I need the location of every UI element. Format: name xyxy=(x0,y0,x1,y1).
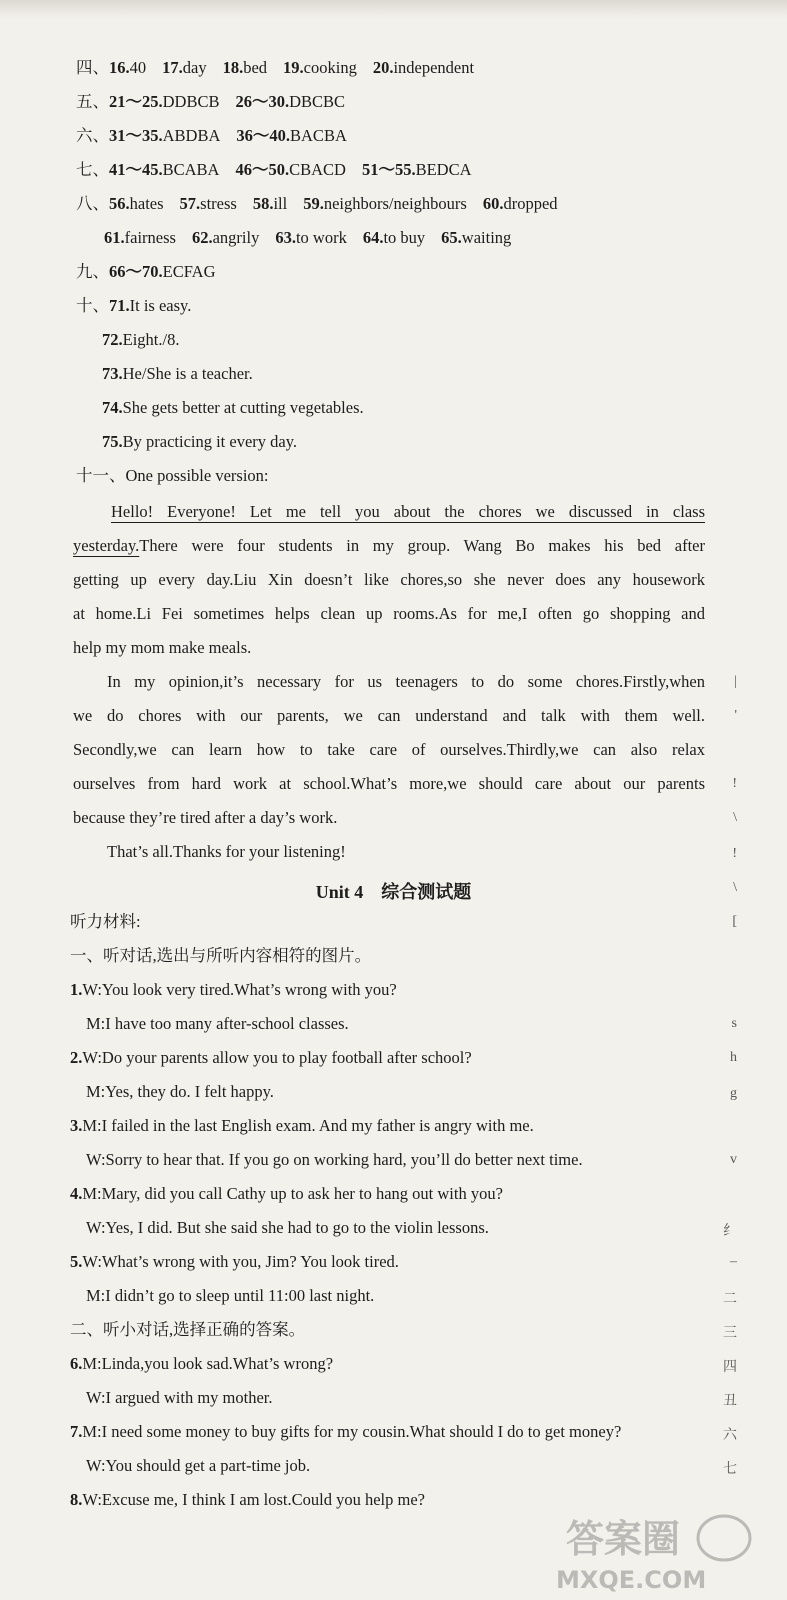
dialogue-4-line-a: 4.M:Mary, did you call Cathy up to ask her to hang out with you? xyxy=(70,1184,503,1203)
essay-line: getting up every day.Liu Xin doesn’t like chores,so she never does any housework xyxy=(73,570,705,589)
essay-line: help my mom make meals. xyxy=(73,638,252,657)
answer-row-8a: 八、56.hates 57.stress 58.ill 59.neighbors/neighbours 60.dropped xyxy=(76,194,558,213)
unit-title: Unit 4 综合测试题 xyxy=(315,882,472,902)
listening-part-2: 二、听小对话,选择正确的答案。 xyxy=(70,1320,306,1339)
margin-glyph: 四 xyxy=(723,1360,737,1375)
watermark-ring xyxy=(698,1516,750,1560)
watermark-title: 答案圈 xyxy=(566,1517,681,1561)
margin-glyph: 六 xyxy=(723,1428,737,1443)
dialogue-7-line-a: 7.M:I need some money to buy gifts for my cousin.What should I do to get money? xyxy=(70,1422,622,1441)
answer-row-8b: 61.fairness 62.angrily 63.to work 64.to buy 65.waiting xyxy=(104,228,512,247)
dialogue-1-line-b: M:I have too many after-school classes. xyxy=(86,1014,349,1033)
margin-glyph: | xyxy=(734,674,737,689)
essay-line: at home.Li Fei sometimes helps clean up rooms.As for me,I often go shopping and xyxy=(73,604,705,623)
margin-glyph: ! xyxy=(732,776,737,791)
dialogue-3-line-b: W:Sorry to hear that. If you go on working hard, you’ll do better next time. xyxy=(86,1150,583,1169)
essay-paragraph-1 xyxy=(73,495,705,665)
essay-paragraph-3: That’s all.Thanks for your listening! xyxy=(107,842,346,861)
dialogue-1-line-a: 1.W:You look very tired.What’s wrong with you? xyxy=(70,980,397,999)
margin-glyph: \ xyxy=(733,810,737,825)
essay-line: Hello! Everyone! Let me tell you about the chores we discussed in class xyxy=(111,502,705,521)
essay-line: In my opinion,it’s necessary for us teenagers to do some chores.Firstly,when xyxy=(107,672,705,691)
page-top-shadow xyxy=(0,0,787,18)
essay-line: we do chores with our parents, we can understand and talk with them well. xyxy=(73,706,705,725)
answer-row-11-label: 十一、One possible version: xyxy=(76,466,269,485)
dialogue-3-line-a: 3.M:I failed in the last English exam. And my father is angry with me. xyxy=(70,1116,534,1135)
answer-row-5: 五、21～25.DDBCB 26～30.DBCBC xyxy=(76,92,346,111)
essay-line: because they’re tired after a day’s work. xyxy=(73,808,338,827)
watermark-logo xyxy=(552,1512,767,1592)
listening-heading: 听力材料: xyxy=(70,912,141,931)
margin-glyph: 二 xyxy=(723,1292,737,1307)
margin-glyph: 三 xyxy=(723,1326,737,1341)
answer-row-4: 四、16.40 17.day 18.bed 19.cooking 20.independent xyxy=(76,58,475,77)
watermark-url: MXQE.COM xyxy=(556,1566,707,1592)
answer-71: 十、71.It is easy. xyxy=(76,296,192,315)
answer-row-6: 六、31～35.ABDBA 36～40.BACBA xyxy=(76,126,347,145)
margin-glyph: g xyxy=(730,1086,737,1101)
dialogue-4-line-b: W:Yes, I did. But she said she had to go to the violin lessons. xyxy=(86,1218,489,1237)
margin-glyph: s xyxy=(731,1016,737,1031)
margin-glyph: \ xyxy=(733,880,737,895)
dialogue-2-line-a: 2.W:Do your parents allow you to play football after school? xyxy=(70,1048,472,1067)
answer-row-9: 九、66～70.ECFAG xyxy=(76,262,216,281)
dialogue-5-line-a: 5.W:What’s wrong with you, Jim? You look tired. xyxy=(70,1252,399,1271)
watermark-graphic xyxy=(552,1512,767,1592)
answer-73: 73.He/She is a teacher. xyxy=(102,364,253,383)
listening-part-1: 一、听对话,选出与所听内容相符的图片。 xyxy=(70,946,372,965)
dialogue-6-line-a: 6.M:Linda,you look sad.What’s wrong? xyxy=(70,1354,334,1373)
answer-75: 75.By practicing it every day. xyxy=(102,432,298,451)
dialogue-2-line-b: M:Yes, they do. I felt happy. xyxy=(86,1082,274,1101)
essay-paragraph-2 xyxy=(73,665,705,835)
margin-glyph: 七 xyxy=(723,1462,737,1477)
dialogue-7-line-b: W:You should get a part-time job. xyxy=(86,1456,311,1475)
margin-glyph: h xyxy=(730,1050,737,1065)
margin-glyph: 纟 xyxy=(723,1224,737,1239)
answer-72: 72.Eight./8. xyxy=(102,330,180,349)
answer-row-7: 七、41～45.BCABA 46～50.CBACD 51～55.BEDCA xyxy=(76,160,472,179)
margin-glyph: – xyxy=(730,1254,737,1269)
answer-74: 74.She gets better at cutting vegetables. xyxy=(102,398,364,417)
margin-glyph: ' xyxy=(734,708,737,723)
essay-line: yesterday.There were four students in my group. Wang Bo makes his bed after xyxy=(73,536,705,555)
margin-glyph: [ xyxy=(732,914,737,929)
margin-glyph: 丑 xyxy=(723,1394,737,1409)
essay-line: ourselves from hard work at school.What’s more,we should care about our parents xyxy=(73,774,705,793)
dialogue-6-line-b: W:I argued with my mother. xyxy=(86,1388,273,1407)
margin-glyph: ! xyxy=(732,846,737,861)
margin-glyph: v xyxy=(730,1152,737,1167)
essay-line: Secondly,we can learn how to take care of ourselves.Thirdly,we can also relax xyxy=(73,740,705,759)
dialogue-8-line-a: 8.W:Excuse me, I think I am lost.Could you help me? xyxy=(70,1490,425,1509)
dialogue-5-line-b: M:I didn’t go to sleep until 11:00 last night. xyxy=(86,1286,375,1305)
